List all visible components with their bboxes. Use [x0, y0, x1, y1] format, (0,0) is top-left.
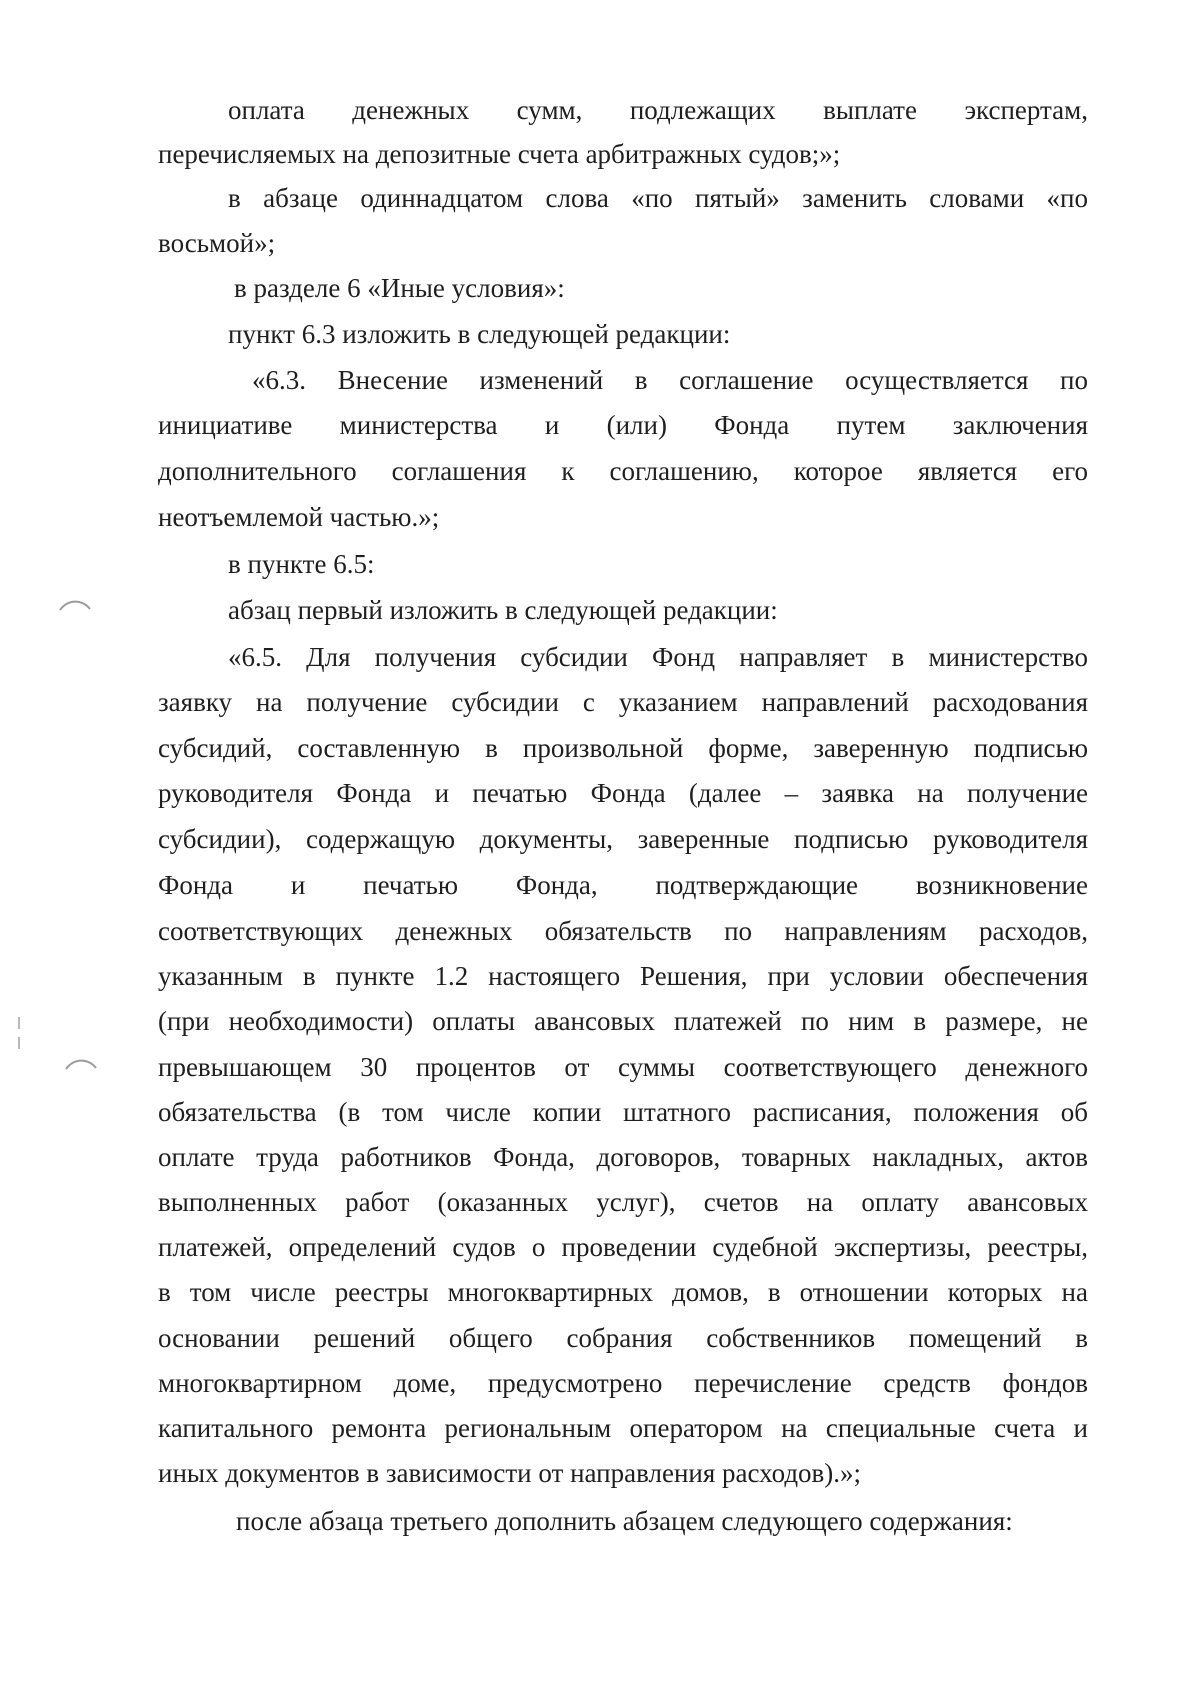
text-line-5: в разделе 6 «Иные условия»: [234, 273, 565, 303]
text-line-4: восьмой»; [158, 228, 276, 258]
text-line-26: платежей, определений судов о проведении судебной экспертизы, реестры, [158, 1232, 1088, 1262]
text-line-13: «6.5. Для получения субсидии Фонд направляет в министерство [228, 642, 1088, 672]
text-line-29: многоквартирном доме, предусмотрено перечисление средств фондов [158, 1368, 1088, 1398]
text-line-8: инициативе министерства и (или) Фонда путем заключения [158, 410, 1088, 440]
text-line-10: неотъемлемой частью.»; [158, 502, 440, 532]
text-line-18: Фонда и печатью Фонда, подтверждающие возникновение [158, 870, 1088, 900]
scan-hole-mark-icon [64, 1057, 98, 1071]
text-line-22: превышающем 30 процентов от суммы соответствующего денежного [158, 1052, 1088, 1082]
text-line-14: заявку на получение субсидии с указанием направлений расходования [158, 687, 1088, 717]
text-line-2: перечисляемых на депозитные счета арбитражных судов;»; [158, 139, 841, 169]
text-line-19: соответствующих денежных обязательств по направлениям расходов, [158, 916, 1088, 946]
text-line-7: «6.3. Внесение изменений в соглашение осуществляется по [252, 365, 1088, 395]
text-line-31: иных документов в зависимости от направления расходов).»; [158, 1458, 862, 1488]
text-line-16: руководителя Фонда и печатью Фонда (далее – заявка на получение [158, 778, 1088, 808]
text-line-12: абзац первый изложить в следующей редакции: [228, 595, 778, 625]
text-line-3: в абзаце одиннадцатом слова «по пятый» заменить словами «по [228, 183, 1088, 213]
text-line-27: в том числе реестры многоквартирных домов, в отношении которых на [158, 1277, 1088, 1307]
text-line-30: капитального ремонта региональным оператором на специальные счета и [158, 1413, 1088, 1443]
text-line-20: указанным в пункте 1.2 настоящего Решения, при условии обеспечения [158, 961, 1088, 991]
text-line-6: пункт 6.3 изложить в следующей редакции: [228, 319, 731, 349]
text-line-32: после абзаца третьего дополнить абзацем следующего содержания: [236, 1506, 1013, 1536]
text-line-9: дополнительного соглашения к соглашению, которое является его [158, 456, 1088, 486]
scan-edge-tick [18, 1037, 20, 1049]
text-line-25: выполненных работ (оказанных услуг), счетов на оплату авансовых [158, 1187, 1088, 1217]
text-line-28: основании решений общего собрания собственников помещений в [158, 1323, 1088, 1353]
scan-hole-mark-icon [58, 598, 92, 612]
text-line-1: оплата денежных сумм, подлежащих выплате экспертам, [228, 95, 1088, 125]
text-line-11: в пункте 6.5: [228, 549, 375, 579]
scan-edge-tick [18, 1017, 20, 1029]
text-line-23: обязательства (в том числе копии штатного расписания, положения об [158, 1097, 1088, 1127]
text-line-15: субсидий, составленную в произвольной форме, заверенную подписью [158, 733, 1088, 763]
text-line-21: (при необходимости) оплаты авансовых платежей по ним в размере, не [158, 1006, 1088, 1036]
text-line-24: оплате труда работников Фонда, договоров, товарных накладных, актов [158, 1142, 1088, 1172]
text-line-17: субсидии), содержащую документы, заверенные подписью руководителя [158, 824, 1088, 854]
